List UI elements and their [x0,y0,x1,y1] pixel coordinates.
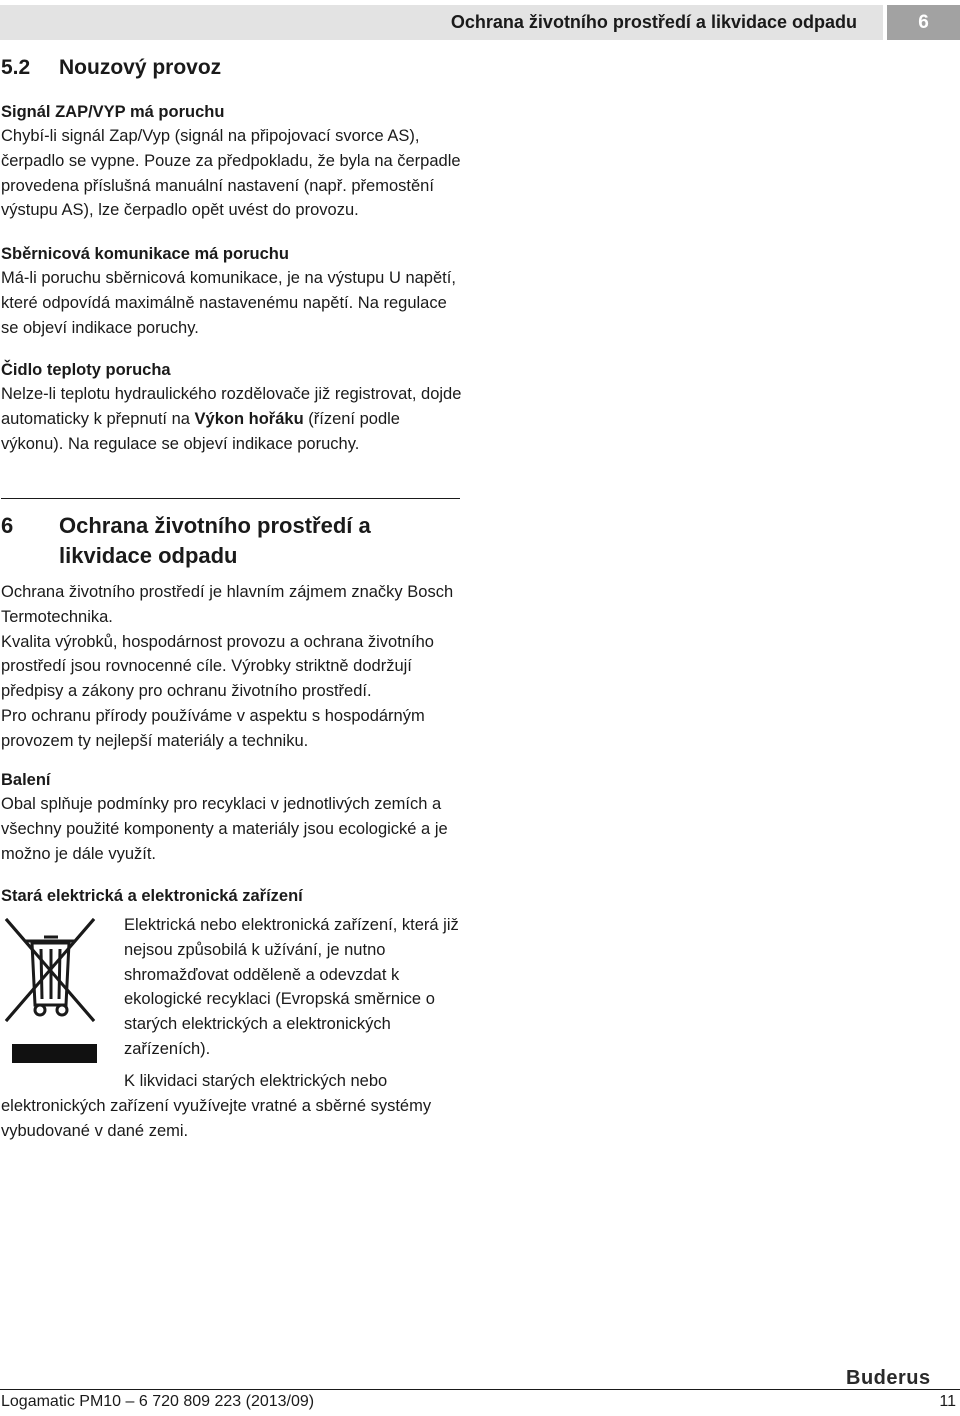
block-weee-heading [1,884,463,908]
chapter-number-tab: 6 [887,5,960,40]
block-bus-fault [1,242,463,340]
section-title-text: Ochrana životního prostředí a likvidace odpadu [59,513,371,568]
paragraph: Obal splňuje podmínky pro recyklaci v jednotlivých zemích a všechny použité komponenty a materiály jsou ecologické a je možno je dále využít. [1,795,448,863]
section-5-2-title [1,56,221,80]
block-sensor-fault [1,358,463,456]
subheading: Balení [1,771,51,789]
paragraph: Ochrana životního prostředí je hlavním zájmem značky Bosch Termotechnika. [1,583,454,626]
paragraph: Nelze-li teplotu hydraulického rozdělovače již registrovat, dojde automaticky k přepnutí na Výkon hořáku (řízení podle výkonu). Na regulace se objeví indikace poruchy. [1,385,462,453]
block-signal-fault [1,100,463,223]
paragraph: Chybí-li signál Zap/Vyp (signál na připojovací svorce AS), čerpadlo se vypne. Pouze za předpokladu, že byla na čerpadle provedena příslušná manuální nastavení (např. přemostění výstupu AS), lze čerpadlo opět uvést do provozu. [1,127,461,220]
footer-document-id: Logamatic PM10 – 6 720 809 223 (2013/09) [1,1393,315,1410]
bold-term: Výkon hořáku [194,409,304,428]
section-number: 6 [1,513,14,538]
section-title-text: Nouzový provoz [59,56,222,79]
subheading: Sběrnicová komunikace má poruchu [1,245,289,263]
weee-paragraph-2: K likvidaci starých elektrických nebo elektronických zařízení využívejte vratné a sběrné systémy vybudované v dané zemi. [1,1072,432,1140]
running-header-title: Ochrana životního prostředí a likvidace odpadu [450,12,857,32]
section-number: 5.2 [1,56,31,79]
page-number: 11 [939,1393,956,1410]
block-packaging [1,768,463,866]
paragraph: Má-li poruchu sběrnicová komunikace, je na výstupu U napětí, které odpovídá maximálně nastavenému napětí. Na regulace se objeví indikace poruchy. [1,269,456,337]
section-6-intro [1,580,463,754]
section-divider [1,498,460,499]
paragraph: Kvalita výrobků, hospodárnost provozu a ochrana životního prostředí jsou rovnocenné cíle. Výrobky striktně dodržují předpisy a zákony pro ochranu životního prostředí. [1,632,434,701]
section-6-title [1,511,461,571]
footer-rule [0,1389,960,1390]
paragraph: Pro ochranu přírody používáme v aspektu s hospodárným provozem ty nejlepší materiály a techniku. [1,706,425,750]
weee-paragraph-1: Elektrická nebo elektronická zařízení, která již nejsou způsobilá k užívání, je nutno shromažďovat odděleně a odevzdat k ekologické recyklaci (Evropská směrnice o starých elektrických a elektronických zařízeních). [124,916,459,1058]
subheading: Čidlo teploty porucha [1,361,171,379]
subheading: Signál ZAP/VYP má poruchu [1,103,225,121]
brand-logo: Buderus [846,1367,931,1389]
crossed-out-wheelie-bin-icon [4,915,100,1067]
subheading: Stará elektrická a elektronická zařízení [1,887,303,905]
